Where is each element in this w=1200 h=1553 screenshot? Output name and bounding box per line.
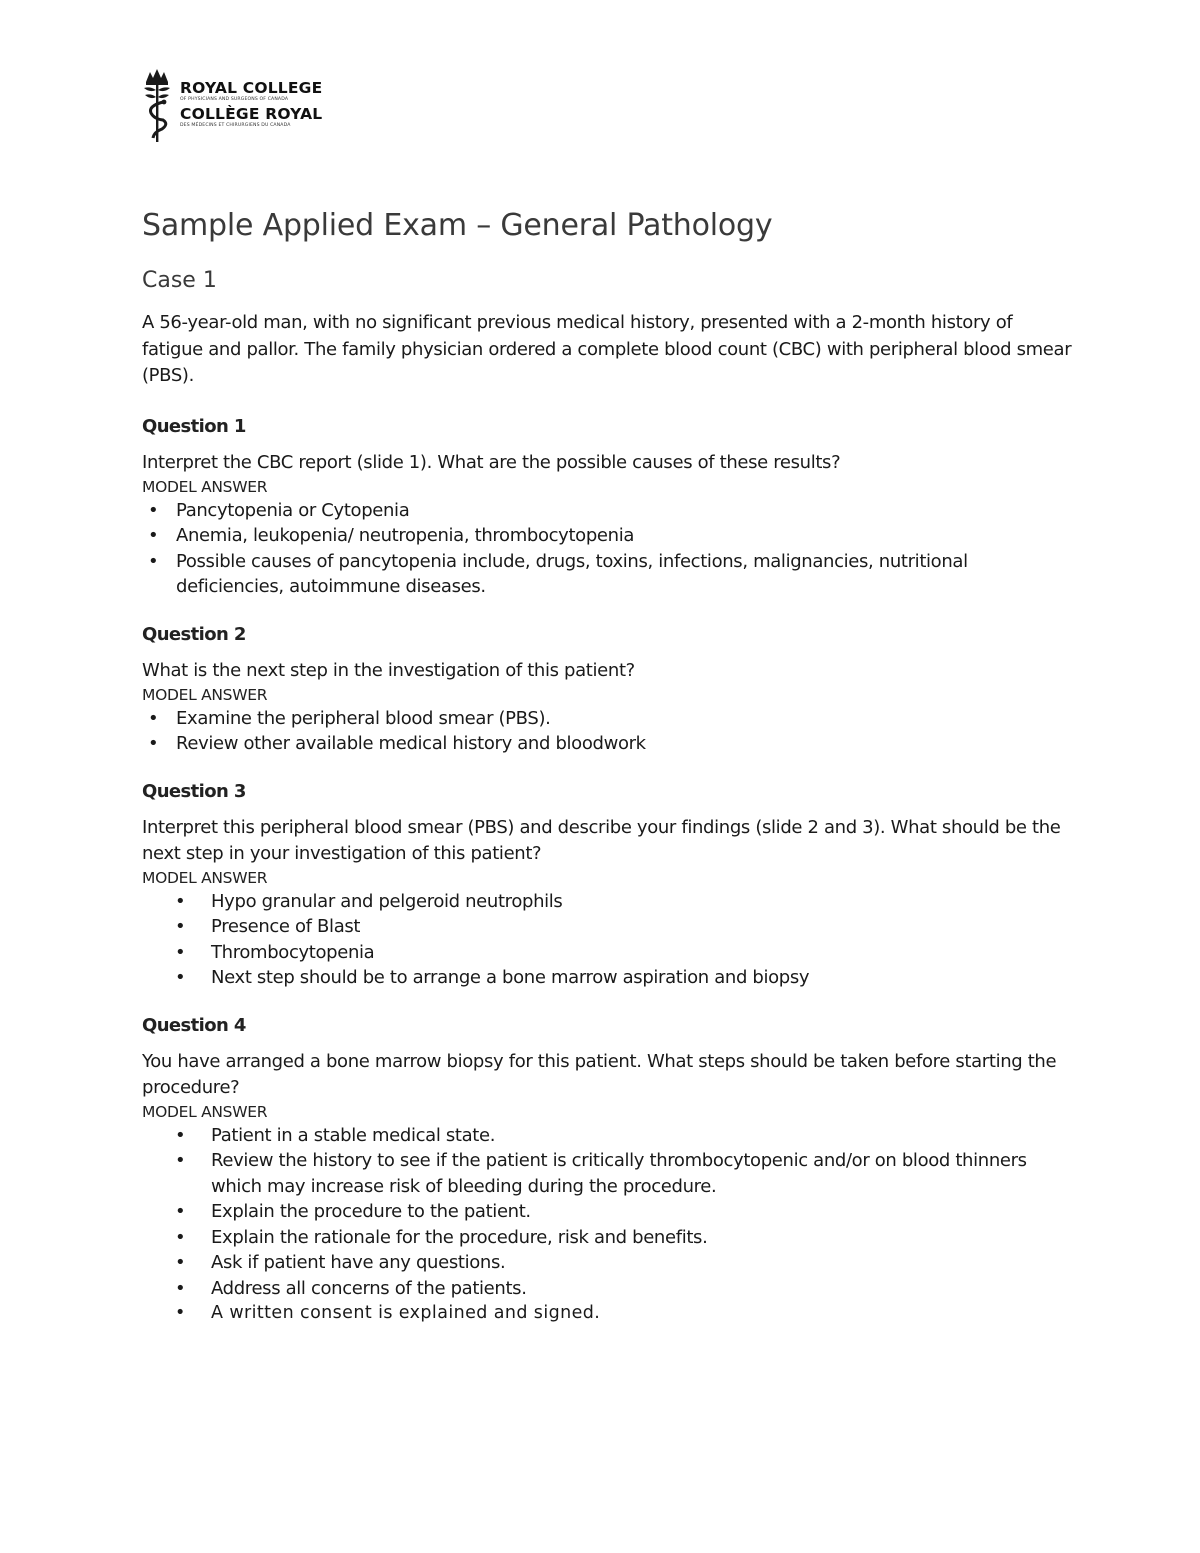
question-2-section bbox=[142, 622, 1072, 757]
bullet-icon: • bbox=[175, 1201, 186, 1222]
list-item bbox=[142, 1199, 1072, 1225]
answer-list bbox=[142, 498, 1072, 600]
list-item bbox=[142, 1276, 1072, 1302]
question-3-section bbox=[142, 779, 1072, 991]
list-item bbox=[142, 731, 1072, 757]
bullet-icon: • bbox=[148, 550, 159, 572]
answer-text: Ask if patient have any questions. bbox=[211, 1252, 506, 1273]
case-title: Case 1 bbox=[142, 268, 217, 293]
bullet-icon: • bbox=[148, 707, 159, 729]
list-item bbox=[142, 965, 1072, 991]
question-1-section bbox=[142, 414, 1072, 600]
list-item bbox=[142, 940, 1072, 966]
answer-text: Anemia, leukopenia/ neutropenia, thrombocytopenia bbox=[176, 525, 635, 546]
bullet-icon: • bbox=[175, 916, 186, 937]
answer-list bbox=[142, 1123, 1072, 1327]
answer-text: Explain the rationale for the procedure, risk and benefits. bbox=[211, 1226, 708, 1248]
answer-text: Review other available medical history and bloodwork bbox=[176, 733, 646, 754]
caduceus-icon bbox=[142, 68, 172, 142]
model-answer-label: MODEL ANSWER bbox=[142, 868, 268, 887]
question-text: You have arranged a bone marrow biopsy for this patient. What steps should be taken before starting the procedure? bbox=[142, 1050, 1057, 1098]
answer-text: Next step should be to arrange a bone marrow aspiration and biopsy bbox=[211, 967, 810, 988]
bullet-icon: • bbox=[148, 733, 159, 754]
answer-list bbox=[142, 889, 1072, 991]
list-item bbox=[142, 498, 1072, 524]
question-heading: Question 3 bbox=[142, 780, 246, 802]
question-heading: Question 4 bbox=[142, 1014, 246, 1036]
question-heading: Question 2 bbox=[142, 623, 246, 645]
list-item bbox=[142, 1225, 1072, 1251]
answer-text: Examine the peripheral blood smear (PBS). bbox=[176, 707, 551, 729]
answer-text: Possible causes of pancytopenia include, drugs, toxins, infections, malignancies, nutritional deficiencies, autoimmune diseases. bbox=[176, 550, 968, 597]
question-text: Interpret the CBC report (slide 1). What are the possible causes of these results? bbox=[142, 451, 841, 473]
question-text: Interpret this peripheral blood smear (PBS) and describe your findings (slide 2 and 3). What should be the next step in your investigation of this patient? bbox=[142, 816, 1061, 864]
document-content bbox=[142, 206, 1072, 1327]
answer-text: Review the history to see if the patient is critically thrombocytopenic and/or on blood thinners which may increase risk of bleeding during the procedure. bbox=[211, 1150, 1027, 1197]
answer-text: Thrombocytopenia bbox=[211, 941, 375, 963]
answer-text: Pancytopenia or Cytopenia bbox=[176, 499, 410, 521]
page-title: Sample Applied Exam – General Pathology bbox=[142, 208, 773, 243]
question-heading: Question 1 bbox=[142, 415, 246, 437]
model-answer-label: MODEL ANSWER bbox=[142, 685, 268, 704]
answer-text: Patient in a stable medical state. bbox=[211, 1124, 496, 1146]
bullet-icon: • bbox=[175, 1252, 186, 1273]
list-item bbox=[142, 1301, 1072, 1327]
question-4-section bbox=[142, 1013, 1072, 1327]
bullet-icon: • bbox=[148, 499, 159, 521]
list-item bbox=[142, 706, 1072, 732]
model-answer-label: MODEL ANSWER bbox=[142, 477, 268, 496]
bullet-icon: • bbox=[175, 941, 186, 963]
list-item bbox=[142, 889, 1072, 915]
bullet-icon: • bbox=[175, 1150, 186, 1171]
logo-line-french: COLLÈGE ROYAL bbox=[180, 105, 323, 123]
logo-subline-french: DES MÉDECINS ET CHIRURGIENS DU CANADA bbox=[180, 123, 291, 128]
list-item bbox=[142, 523, 1072, 549]
list-item bbox=[142, 1250, 1072, 1276]
answer-list bbox=[142, 706, 1072, 757]
answer-text: Presence of Blast bbox=[211, 916, 361, 937]
question-text: What is the next step in the investigation of this patient? bbox=[142, 659, 635, 681]
case-description: A 56-year-old man, with no significant previous medical history, presented with a 2-month history of fatigue and pallor. The family physician ordered a complete blood count (CBC) with peripheral blood smear (PBS). bbox=[142, 312, 1072, 386]
logo-subline-english: OF PHYSICIANS AND SURGEONS OF CANADA bbox=[180, 97, 289, 102]
list-item bbox=[142, 549, 1072, 600]
list-item bbox=[142, 1148, 1072, 1199]
royal-college-logo bbox=[142, 68, 322, 142]
bullet-icon: • bbox=[175, 1226, 186, 1248]
answer-text: Address all concerns of the patients. bbox=[211, 1277, 527, 1299]
list-item bbox=[142, 1123, 1072, 1149]
bullet-icon: • bbox=[175, 1277, 186, 1299]
answer-text: Hypo granular and pelgeroid neutrophils bbox=[211, 890, 563, 912]
list-item bbox=[142, 914, 1072, 940]
model-answer-label: MODEL ANSWER bbox=[142, 1102, 268, 1121]
answer-text: A written consent is explained and signed. bbox=[211, 1303, 601, 1323]
answer-text: Explain the procedure to the patient. bbox=[211, 1201, 531, 1222]
logo-line-english: ROYAL COLLEGE bbox=[180, 79, 323, 97]
bullet-icon: • bbox=[175, 890, 186, 912]
bullet-icon: • bbox=[148, 525, 159, 546]
bullet-icon: • bbox=[175, 1303, 186, 1323]
bullet-icon: • bbox=[175, 967, 186, 988]
bullet-icon: • bbox=[175, 1124, 186, 1146]
